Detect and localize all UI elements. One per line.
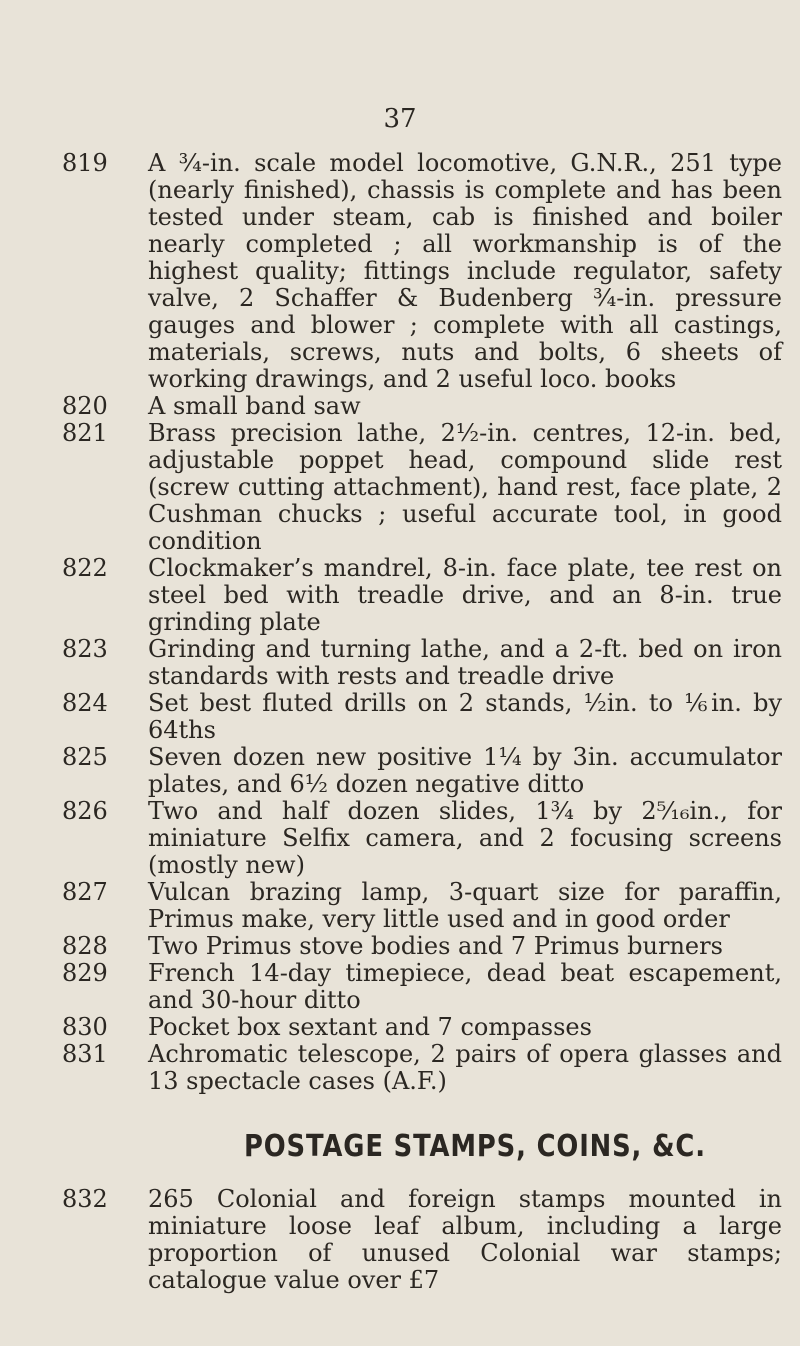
lot-description: Pocket box sextant and 7 compasses xyxy=(148,1013,592,1041)
lot-entry xyxy=(62,960,782,1014)
lot-entry xyxy=(62,879,782,933)
lot-description: Vulcan brazing lamp, 3-quart size for paraffin, Primus make, very little used and in good order xyxy=(148,878,782,933)
lot-description: Seven dozen new positive 1¼ by 3in. accumulator plates, and 6½ dozen negative ditto xyxy=(148,743,782,798)
lot-entry xyxy=(62,1041,782,1095)
lot-description: 265 Colonial and foreign stamps mounted in miniature loose leaf album, including a large proportion of unused Colonial war stamps; catalogue value over £7 xyxy=(148,1185,782,1294)
lot-description: Brass precision lathe, 2½-in. centres, 12-in. bed, adjustable poppet head, compound slide rest (screw cutting attachment), hand rest, face plate, 2 Cushman chucks ; useful accurate tool, in good condition xyxy=(148,419,782,555)
section-heading: POSTAGE STAMPS, COINS, &C. xyxy=(244,1129,706,1164)
lot-number: 821 xyxy=(62,419,108,447)
lot-number: 832 xyxy=(62,1185,108,1213)
lot-entry xyxy=(62,1014,782,1041)
lot-number: 829 xyxy=(62,959,108,987)
lot-number: 827 xyxy=(62,878,108,906)
lot-description: A small band saw xyxy=(148,392,361,420)
lot-entry xyxy=(62,150,782,393)
lot-description: Two Primus stove bodies and 7 Primus burners xyxy=(148,932,723,960)
lot-number: 819 xyxy=(62,149,108,177)
page-number: 37 xyxy=(383,104,417,134)
lot-number: 830 xyxy=(62,1013,108,1041)
lot-entry xyxy=(62,690,782,744)
lot-entry xyxy=(62,798,782,879)
lot-entry xyxy=(62,744,782,798)
lot-entry xyxy=(62,933,782,960)
lot-list xyxy=(62,150,782,1294)
lot-number: 828 xyxy=(62,932,108,960)
lot-number: 822 xyxy=(62,554,108,582)
lots-before xyxy=(62,150,782,1095)
lot-entry xyxy=(62,1186,782,1294)
lot-number: 824 xyxy=(62,689,108,717)
lot-number: 823 xyxy=(62,635,108,663)
lot-entry xyxy=(62,393,782,420)
lot-number: 826 xyxy=(62,797,108,825)
lot-description: Two and half dozen slides, 1¾ by 2⁵⁄₁₆in., for miniature Selfix camera, and 2 focusing screens (mostly new) xyxy=(148,797,782,879)
lot-description: Achromatic telescope, 2 pairs of opera glasses and 13 spectacle cases (A.F.) xyxy=(148,1040,782,1095)
lot-entry xyxy=(62,420,782,555)
lot-description: Set best fluted drills on 2 stands, ½in. to ⅙in. by 64ths xyxy=(148,689,782,744)
lot-number: 831 xyxy=(62,1040,108,1068)
lot-entry xyxy=(62,636,782,690)
lots-after xyxy=(62,1186,782,1294)
lot-number: 825 xyxy=(62,743,108,771)
lot-description: Grinding and turning lathe, and a 2-ft. bed on iron standards with rests and treadle drive xyxy=(148,635,782,690)
lot-description: A ¾-in. scale model locomotive, G.N.R., 251 type (nearly finished), chassis is complete and has been tested under steam, cab is finished and boiler nearly completed ; all workmanship is of the highest quality; fittings include regulator, safety valve, 2 Schaffer & Budenberg ¾-in. pressure gauges and blower ; complete with all castings, materials, screws, nuts and bolts, 6 sheets of working drawings, and 2 useful loco. books xyxy=(148,149,782,393)
lot-description: French 14-day timepiece, dead beat escapement, and 30-hour ditto xyxy=(148,959,782,1014)
lot-entry xyxy=(62,555,782,636)
lot-number: 820 xyxy=(62,392,108,420)
lot-description: Clockmaker’s mandrel, 8-in. face plate, tee rest on steel bed with treadle drive, and an 8-in. true grinding plate xyxy=(148,554,782,636)
